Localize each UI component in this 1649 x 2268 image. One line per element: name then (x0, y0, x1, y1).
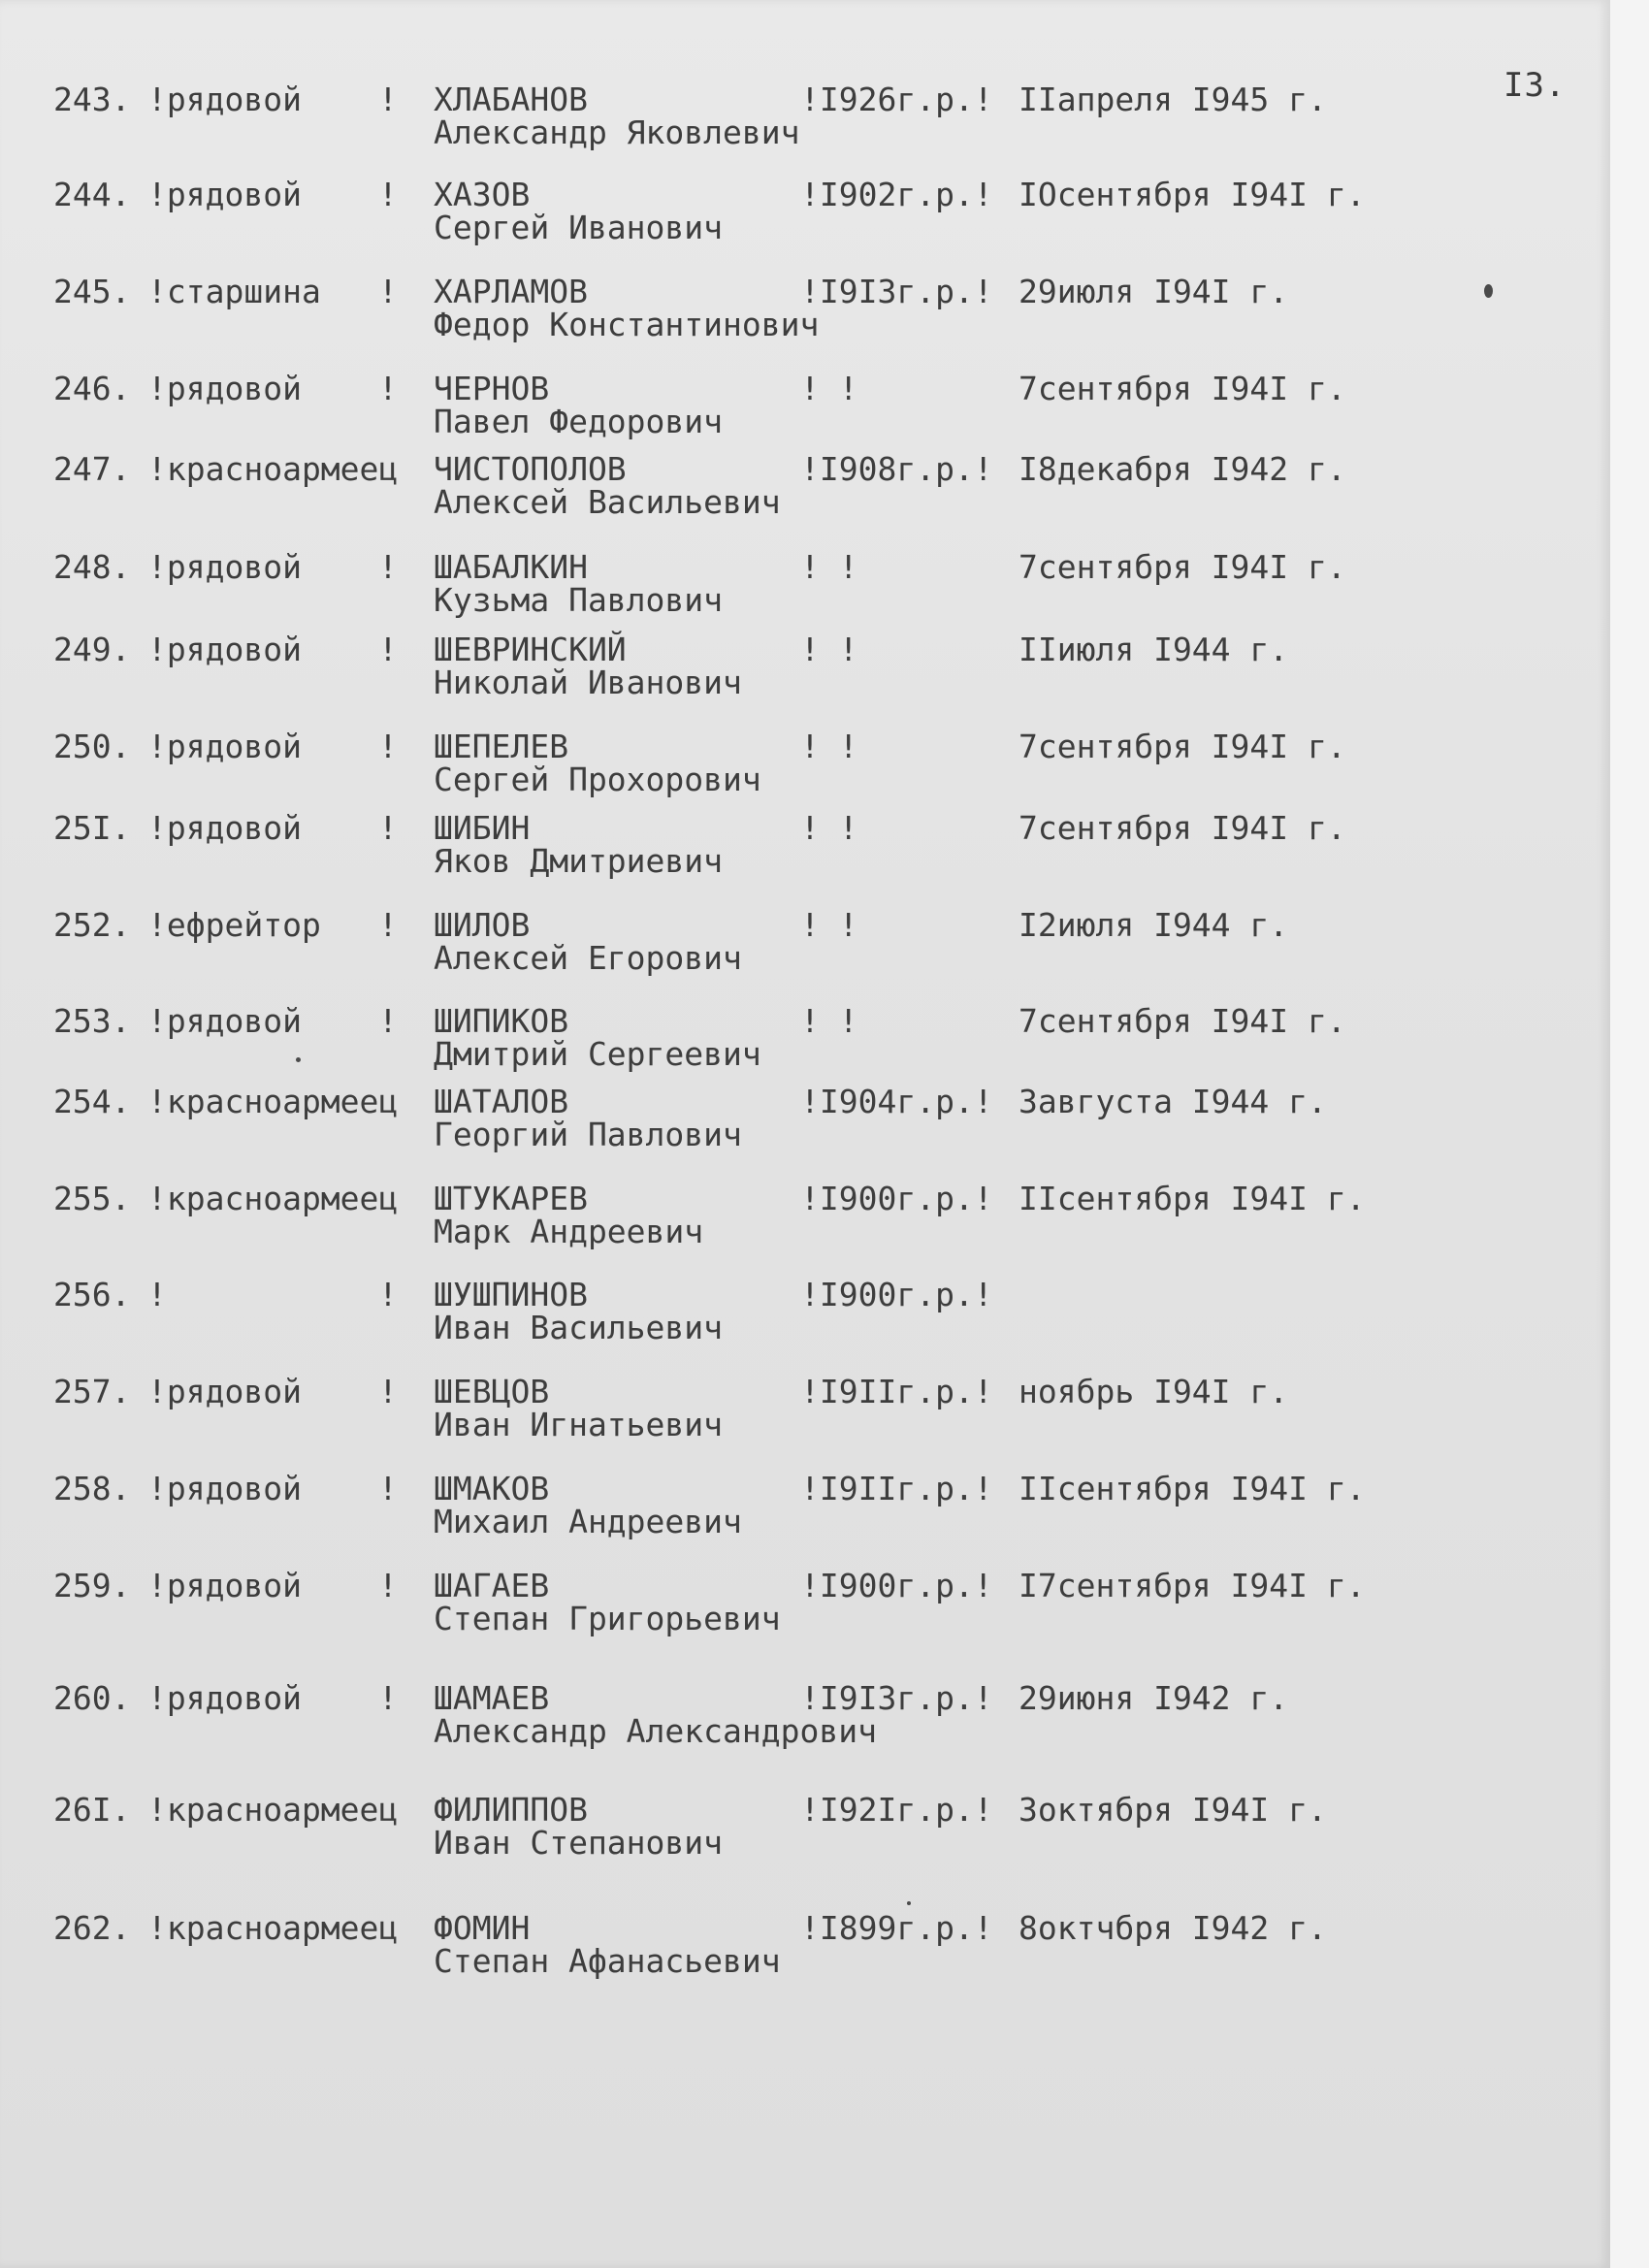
entry-birth-year: !I902г.р.! (800, 176, 993, 213)
entry-surname: ШИЛОВ (434, 906, 531, 944)
entry-separator: ! (378, 631, 398, 668)
entry-rank: !красноармеец (147, 1180, 399, 1217)
entry-birth-year: !I908г.р.! (800, 450, 993, 488)
entry-surname: ФИЛИППОВ (434, 1791, 588, 1829)
entry-row (0, 372, 1610, 441)
entry-separator: ! (378, 1002, 398, 1040)
entry-date: IIсентября I94I г. (1018, 1180, 1366, 1217)
entry-separator: ! (378, 1276, 398, 1313)
entry-number: 257. (53, 1373, 131, 1410)
entry-number: 248. (53, 548, 131, 586)
entry-number: 244. (53, 176, 131, 213)
entry-row (0, 1278, 1610, 1347)
entry-rank: !ефрейтор (147, 906, 321, 944)
entry-birth-year: !I900г.р.! (800, 1180, 993, 1217)
entry-separator: ! (378, 1373, 398, 1410)
entry-given-names: Павел Федорович (434, 403, 724, 440)
entry-row (0, 811, 1610, 881)
entry-rank: !красноармеец (147, 450, 399, 488)
entry-given-names: Георгий Павлович (434, 1116, 742, 1153)
entry-date: Зоктября I94I г. (1018, 1791, 1327, 1829)
entry-rank: !красноармеец (147, 1791, 399, 1829)
entry-row (0, 632, 1610, 702)
entry-given-names: Марк Андреевич (434, 1213, 704, 1250)
entry-given-names: Степан Афанасьевич (434, 1942, 781, 1980)
entry-surname: ЧЕРНОВ (434, 370, 550, 407)
entry-rank: !рядовой (147, 1373, 302, 1410)
entry-surname: ХАРЛАМОВ (434, 273, 588, 310)
entry-rank: !красноармеец (147, 1083, 399, 1120)
entry-date: I8декабря I942 г. (1018, 450, 1346, 488)
entry-given-names: Александр Александрович (434, 1712, 877, 1750)
entry-surname: ФОМИН (434, 1909, 531, 1947)
entry-given-names: Иван Игнатьевич (434, 1406, 724, 1443)
entry-date: Завгуста I944 г. (1018, 1083, 1327, 1120)
entry-row (0, 1793, 1610, 1863)
entry-birth-year: ! ! (800, 631, 858, 668)
entry-surname: ШАБАЛКИН (434, 548, 588, 586)
ink-speck (296, 1057, 301, 1062)
entry-given-names: Алексей Васильевич (434, 483, 781, 521)
entry-rank: !рядовой (147, 1002, 302, 1040)
entry-birth-year: !I904г.р.! (800, 1083, 993, 1120)
entry-date: 29июня I942 г. (1018, 1679, 1289, 1717)
entry-date: I7сентября I94I г. (1018, 1567, 1366, 1604)
entry-date: IOсентября I94I г. (1018, 176, 1366, 213)
entry-number: 249. (53, 631, 131, 668)
entry-separator: ! (378, 548, 398, 586)
entry-row (0, 1375, 1610, 1444)
entry-birth-year: !I9I3г.р.! (800, 1679, 993, 1717)
entry-surname: ШАГАЕВ (434, 1567, 550, 1604)
entry-date: IIсентября I94I г. (1018, 1470, 1366, 1507)
entry-row (0, 908, 1610, 978)
entry-surname: ШТУКАРЕВ (434, 1180, 588, 1217)
entry-birth-year: ! ! (800, 906, 858, 944)
entry-date: I2июля I944 г. (1018, 906, 1289, 944)
entry-surname: ШЕПЕЛЕВ (434, 728, 569, 765)
entry-rank: !рядовой (147, 1470, 302, 1507)
entry-rank: !рядовой (147, 631, 302, 668)
entry-separator: ! (378, 176, 398, 213)
entry-surname: ХАЗОВ (434, 176, 531, 213)
entry-separator: ! (378, 906, 398, 944)
entry-number: 253. (53, 1002, 131, 1040)
ink-speck (907, 1901, 911, 1905)
entry-separator: ! (378, 1567, 398, 1604)
entry-date: 7сентября I94I г. (1018, 1002, 1346, 1040)
entry-rank: !рядовой (147, 728, 302, 765)
entry-birth-year: ! ! (800, 809, 858, 847)
entry-number: 259. (53, 1567, 131, 1604)
entry-row (0, 1472, 1610, 1541)
entry-row (0, 1681, 1610, 1751)
entry-rank: !рядовой (147, 81, 302, 118)
entry-number: 247. (53, 450, 131, 488)
entry-number: 254. (53, 1083, 131, 1120)
entry-given-names: Михаил Андреевич (434, 1503, 742, 1540)
entry-separator: ! (378, 370, 398, 407)
entry-given-names: Иван Степанович (434, 1824, 724, 1862)
entry-given-names: Александр Яковлевич (434, 113, 800, 151)
entry-row (0, 452, 1610, 522)
entry-row (0, 82, 1610, 152)
entry-surname: ЧИСТОПОЛОВ (434, 450, 627, 488)
entry-birth-year: ! ! (800, 1002, 858, 1040)
entry-surname: ШЕВЦОВ (434, 1373, 550, 1410)
entry-row (0, 1182, 1610, 1251)
entry-number: 258. (53, 1470, 131, 1507)
entry-row (0, 1911, 1610, 1981)
page-number: I3. (1504, 66, 1567, 105)
entry-given-names: Федор Константинович (434, 306, 820, 343)
entry-given-names: Сергей Иванович (434, 209, 724, 246)
entry-birth-year: !I900г.р.! (800, 1276, 993, 1313)
entry-row (0, 275, 1610, 344)
entry-given-names: Иван Васильевич (434, 1309, 724, 1346)
entry-birth-year: !I9IIг.р.! (800, 1373, 993, 1410)
entry-date: 29июля I94I г. (1018, 273, 1289, 310)
entry-row (0, 1085, 1610, 1154)
entry-birth-year: !I899г.р.! (800, 1909, 993, 1947)
entry-row (0, 1004, 1610, 1074)
entry-number: 262. (53, 1909, 131, 1947)
entry-row (0, 550, 1610, 620)
entry-given-names: Сергей Прохорович (434, 761, 761, 798)
entry-separator: ! (378, 1470, 398, 1507)
entry-surname: ШИБИН (434, 809, 531, 847)
entry-date: 7сентября I94I г. (1018, 809, 1346, 847)
entry-given-names: Николай Иванович (434, 664, 742, 701)
entry-given-names: Алексей Егорович (434, 939, 742, 977)
entry-row (0, 729, 1610, 799)
entry-date: 7сентября I94I г. (1018, 548, 1346, 586)
entry-number: 243. (53, 81, 131, 118)
ink-speck (1484, 284, 1493, 298)
entry-rank: !старшина (147, 273, 321, 310)
entry-row (0, 1569, 1610, 1638)
entry-surname: ШУШПИНОВ (434, 1276, 588, 1313)
entry-separator: ! (378, 81, 398, 118)
entry-separator: ! (378, 273, 398, 310)
entry-number: 25I. (53, 809, 131, 847)
entry-given-names: Степан Григорьевич (434, 1600, 781, 1637)
entry-rank: !рядовой (147, 1567, 302, 1604)
entry-surname: ШИПИКОВ (434, 1002, 569, 1040)
entry-surname: ШМАКОВ (434, 1470, 550, 1507)
entry-surname: ХЛАБАНОВ (434, 81, 588, 118)
scan-edge (1610, 0, 1649, 2268)
entry-separator: ! (378, 809, 398, 847)
entry-rank: !рядовой (147, 809, 302, 847)
entry-birth-year: !I92Iг.р.! (800, 1791, 993, 1829)
entry-number: 245. (53, 273, 131, 310)
entry-birth-year: ! ! (800, 728, 858, 765)
entry-number: 26I. (53, 1791, 131, 1829)
entry-rank: ! (147, 1276, 167, 1313)
entry-surname: ШЕВРИНСКИЙ (434, 631, 627, 668)
entry-number: 246. (53, 370, 131, 407)
entry-surname: ШАТАЛОВ (434, 1083, 569, 1120)
entry-number: 255. (53, 1180, 131, 1217)
entry-rank: !рядовой (147, 370, 302, 407)
entry-surname: ШАМАЕВ (434, 1679, 550, 1717)
entry-number: 252. (53, 906, 131, 944)
entry-number: 260. (53, 1679, 131, 1717)
entry-given-names: Дмитрий Сергеевич (434, 1035, 761, 1073)
entry-birth-year: !I900г.р.! (800, 1567, 993, 1604)
entry-rank: !рядовой (147, 1679, 302, 1717)
entry-date: IIапреля I945 г. (1018, 81, 1327, 118)
entry-separator: ! (378, 728, 398, 765)
entry-rank: !рядовой (147, 176, 302, 213)
entry-birth-year: !I926г.р.! (800, 81, 993, 118)
entry-rank: !красноармеец (147, 1909, 399, 1947)
entry-row (0, 178, 1610, 247)
entry-date: 8октчбря I942 г. (1018, 1909, 1327, 1947)
entry-birth-year: ! ! (800, 370, 858, 407)
entry-date: 7сентября I94I г. (1018, 728, 1346, 765)
entry-date: 7сентября I94I г. (1018, 370, 1346, 407)
entry-number: 256. (53, 1276, 131, 1313)
entry-rank: !рядовой (147, 548, 302, 586)
entry-birth-year: ! ! (800, 548, 858, 586)
entry-birth-year: !I9I3г.р.! (800, 273, 993, 310)
entry-date: ноябрь I94I г. (1018, 1373, 1289, 1410)
entry-number: 250. (53, 728, 131, 765)
entry-date: IIиюля I944 г. (1018, 631, 1289, 668)
entry-given-names: Кузьма Павлович (434, 581, 724, 619)
entry-given-names: Яков Дмитриевич (434, 842, 724, 880)
entry-birth-year: !I9IIг.р.! (800, 1470, 993, 1507)
entry-separator: ! (378, 1679, 398, 1717)
